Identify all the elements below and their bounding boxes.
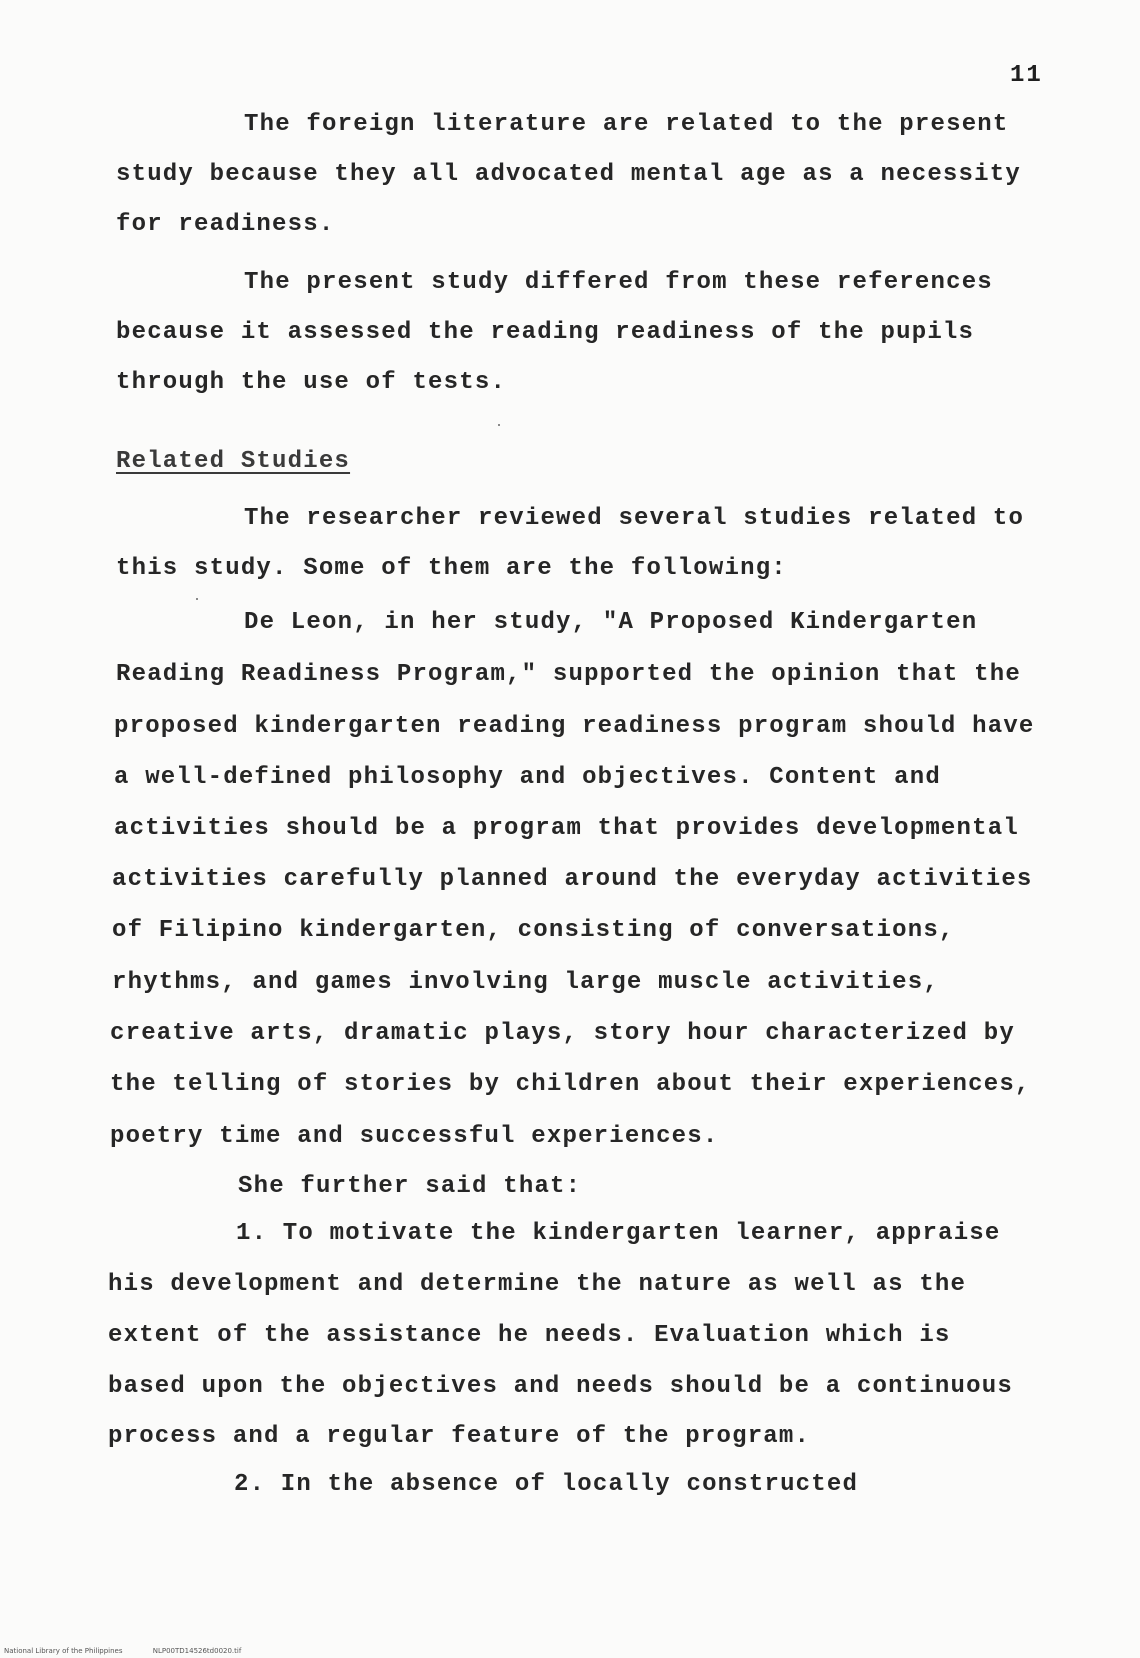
list-item-line: 2. In the absence of locally constructed [234,1471,859,1498]
text-line: activities carefully planned around the everyday activities [112,866,1033,893]
text-line: Reading Readiness Program," supported the opinion that the [116,661,1021,688]
text-line: this study. Some of them are the following: [116,555,787,582]
footer-library: National Library of the Philippines [4,1647,123,1655]
text-line: The researcher reviewed several studies related to [244,505,1025,532]
scan-footer [4,1647,269,1655]
page-number: 11 [1010,62,1043,89]
text-line: a well-defined philosophy and objectives. Content and [114,764,941,791]
list-item-line: extent of the assistance he needs. Evaluation which is [108,1322,951,1349]
text-line: for readiness. [116,211,335,238]
text-line: rhythms, and games involving large muscle activities, [112,969,939,996]
list-item-line: process and a regular feature of the program. [108,1423,811,1450]
text-line: She further said that: [238,1173,582,1200]
text-line: De Leon, in her study, "A Proposed Kindergarten [244,609,978,636]
text-line: of Filipino kindergarten, consisting of conversations, [112,917,955,944]
scan-speck [498,424,500,426]
text-line: the telling of stories by children about their experiences, [110,1071,1031,1098]
text-line: through the use of tests. [116,369,507,396]
text-line: activities should be a program that provides developmental [114,815,1019,842]
text-line: because it assessed the reading readiness of the pupils [116,319,975,346]
text-line: study because they all advocated mental age as a necessity [116,161,1021,188]
scan-speck [196,598,198,600]
text-line: The foreign literature are related to the present [244,111,1009,138]
text-line: poetry time and successful experiences. [110,1123,719,1150]
text-line: The present study differed from these references [244,269,993,296]
text-line: creative arts, dramatic plays, story hour characterized by [110,1020,1015,1047]
footer-file: NLP00TD14526td0020.tif [152,1647,242,1655]
list-item-line: based upon the objectives and needs should be a continuous [108,1373,1013,1400]
section-heading: Related Studies [116,448,351,475]
text-line: proposed kindergarten reading readiness program should have [114,713,1035,740]
list-item-line: 1. To motivate the kindergarten learner, appraise [236,1220,1001,1247]
list-item-line: his development and determine the nature as well as the [108,1271,967,1298]
